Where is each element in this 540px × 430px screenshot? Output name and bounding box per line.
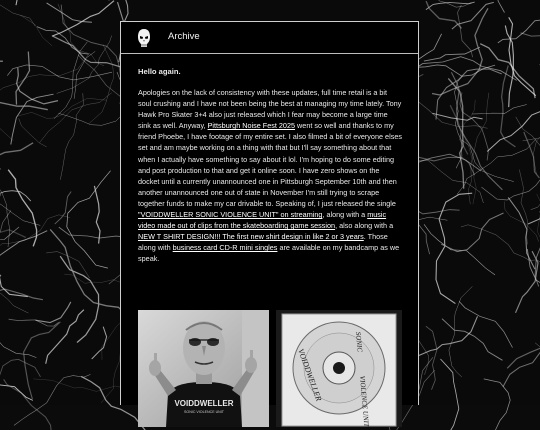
post-link[interactable]: "VOIDDWELLER SONIC VIOLENCE UNIT" on streaming bbox=[138, 210, 323, 220]
post-greeting: Hello again. bbox=[138, 67, 181, 76]
photo-person-in-mask[interactable] bbox=[138, 310, 269, 427]
post-text-segment: . Those along with bbox=[138, 232, 388, 253]
shirt-print-line-1: VOIDDWELLER bbox=[174, 399, 234, 408]
shirt-print-line-2: SONIC VIOLENCE UNIT bbox=[184, 410, 224, 414]
post-text-segment: , also along with a bbox=[335, 221, 394, 231]
skull-mask-icon[interactable] bbox=[137, 28, 151, 48]
archive-panel bbox=[120, 21, 419, 428]
cd-print-line-2: SONIC bbox=[354, 331, 364, 353]
post-text-segment: Apologies on the lack of consistency with these updates, full time retail is a bit soul crushing and I have not been being the best at managing my time lately. Tony Hawk Pro Skater 3+4 also just released which I fear may become a large time sink as well. Anyway, bbox=[138, 88, 402, 131]
cd-print-line-1: VOIDDWELLER bbox=[296, 347, 324, 403]
page-title: Archive bbox=[168, 31, 200, 42]
cd-print-line-3: VIOLENCE UNIT bbox=[358, 375, 371, 428]
photo-row bbox=[138, 310, 402, 430]
post-content bbox=[138, 67, 402, 265]
photo-cd-single[interactable] bbox=[276, 310, 402, 427]
post-link[interactable]: Pittsburgh Noise Fest 2025 bbox=[207, 121, 296, 131]
post-link[interactable]: NEW T SHIRT DESIGN!!! The first new shirt design in like 2 or 3 years bbox=[138, 232, 364, 242]
post-text-segment: are available on my bandcamp as we speak. bbox=[138, 243, 400, 264]
post-link[interactable]: music video made out of clips from the skateboarding game session bbox=[138, 210, 387, 231]
archive-header bbox=[121, 22, 418, 54]
post-body bbox=[138, 87, 402, 265]
post-text-segment: , along with a bbox=[322, 210, 368, 220]
post-link[interactable]: business card CD-R mini singles bbox=[172, 243, 278, 253]
post-text-segment: went so well and thanks to my friend Phoebe, I have footage of my entire set. I also filmed a bit of everyone elses set and am maybe working on a thing with that but I'll say something about that when I actually have something to say about it lol. I'm hoping to do some editing and post production to that and get it online soon. I have zero shows on the docket until a currently unannounced one in Pittsburgh September 10th and then another unannounced one out of state in November I'm still trying to scrape together funds to make my car drivable to. Speaking of, I just released the single bbox=[138, 121, 402, 208]
